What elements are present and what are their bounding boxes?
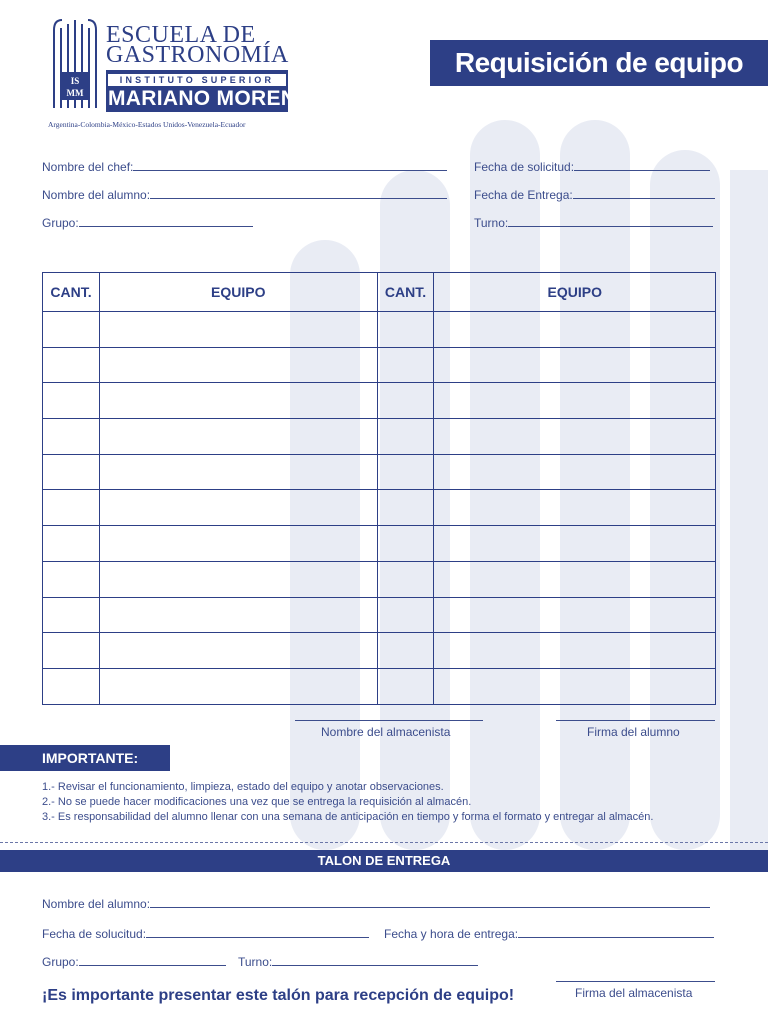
grupo-label: Grupo:: [42, 216, 79, 230]
important-notes: [42, 780, 653, 825]
fecha-entrega-field[interactable]: [474, 186, 715, 202]
alumno-label: Nombre del alumno:: [42, 188, 151, 202]
cant-cell[interactable]: [43, 597, 100, 633]
table-row: [43, 454, 716, 490]
cut-line: [0, 842, 768, 843]
cant-cell[interactable]: [377, 490, 434, 526]
svg-text:MM: MM: [66, 88, 84, 98]
header-cant-right: CANT.: [377, 273, 434, 312]
equipo-cell[interactable]: [434, 347, 716, 383]
grupo-line[interactable]: [79, 214, 253, 227]
cant-cell[interactable]: [377, 383, 434, 419]
note-item: 2.- No se puede hacer modificaciones una vez que se entrega la requisición al almacén.: [42, 796, 472, 808]
table-row: [43, 383, 716, 419]
equipo-cell[interactable]: [434, 383, 716, 419]
talon-message: ¡Es importante presentar este talón para recepción de equipo!: [42, 987, 515, 1004]
talon-grupo-line[interactable]: [79, 953, 226, 966]
fecha-solicitud-field[interactable]: [474, 158, 710, 174]
turno-field[interactable]: [474, 214, 713, 230]
talon-fecha-solicitud-line[interactable]: [146, 925, 369, 938]
talon-fecha-hora-line[interactable]: [518, 925, 714, 938]
chef-line[interactable]: [133, 158, 447, 171]
equipo-cell[interactable]: [434, 597, 716, 633]
talon-fecha-hora-field[interactable]: [384, 925, 714, 941]
table-row: [43, 597, 716, 633]
countries-list: Argentina-Colombia-México-Estados Unidos-Venezuela-Ecuador: [48, 120, 246, 129]
equipo-cell[interactable]: [99, 561, 377, 597]
talon-alumno-label: Nombre del alumno:: [42, 897, 151, 911]
talon-turno-label: Turno:: [238, 955, 273, 969]
equipo-cell[interactable]: [434, 419, 716, 455]
cant-cell[interactable]: [43, 561, 100, 597]
table-row: [43, 561, 716, 597]
equipo-cell[interactable]: [434, 633, 716, 669]
almacenista-label: Nombre del almacenista: [321, 725, 451, 739]
equipo-cell[interactable]: [99, 490, 377, 526]
equipo-cell[interactable]: [434, 490, 716, 526]
table-body: [43, 312, 716, 705]
equipment-table: [42, 272, 716, 705]
cant-cell[interactable]: [377, 526, 434, 562]
equipo-cell[interactable]: [434, 668, 716, 704]
talon-fecha-solicitud-field[interactable]: [42, 925, 369, 941]
alumno-signature-line[interactable]: [556, 720, 715, 721]
cant-cell[interactable]: [43, 633, 100, 669]
talon-fecha-solicitud-label: Fecha de solucitud:: [42, 927, 147, 941]
cant-cell[interactable]: [377, 347, 434, 383]
important-heading: IMPORTANTE:: [0, 745, 170, 771]
chef-field[interactable]: [42, 158, 447, 174]
note-item: 1.- Revisar el funcionamiento, limpieza, estado del equipo y anotar observaciones.: [42, 781, 444, 793]
equipo-cell[interactable]: [434, 312, 716, 348]
cant-cell[interactable]: [377, 561, 434, 597]
fecha-entrega-label: Fecha de Entrega:: [474, 188, 573, 202]
cant-cell[interactable]: [377, 633, 434, 669]
logo-school-name: MARIANO MORENO: [108, 87, 313, 110]
equipo-cell[interactable]: [99, 347, 377, 383]
fecha-solicitud-label: Fecha de solicitud:: [474, 160, 575, 174]
cant-cell[interactable]: [43, 454, 100, 490]
cant-cell[interactable]: [43, 668, 100, 704]
page-title: Requisición de equipo: [430, 40, 768, 86]
logo-emblem: [50, 16, 100, 112]
header-equipo-left: EQUIPO: [99, 273, 377, 312]
school-logo: [50, 16, 313, 116]
grupo-field[interactable]: [42, 214, 253, 230]
table-row: [43, 419, 716, 455]
cant-cell[interactable]: [43, 490, 100, 526]
fecha-entrega-line[interactable]: [573, 186, 715, 199]
logo-line-2: GASTRONOMÍA: [106, 42, 289, 68]
cant-cell[interactable]: [377, 312, 434, 348]
equipo-cell[interactable]: [99, 526, 377, 562]
almacenista-signature-line[interactable]: [295, 720, 483, 721]
note-item: 3.- Es responsabilidad del alumno llenar con una semana de anticipación en tiempo y forma el formato y entregar al almacén.: [42, 811, 654, 823]
alumno-line[interactable]: [150, 186, 447, 199]
equipo-cell[interactable]: [99, 633, 377, 669]
cant-cell[interactable]: [377, 454, 434, 490]
table-header-row: [43, 273, 716, 312]
equipo-cell[interactable]: [99, 597, 377, 633]
cant-cell[interactable]: [43, 419, 100, 455]
table-row: [43, 312, 716, 348]
equipo-cell[interactable]: [99, 312, 377, 348]
talon-firma-label: Firma del almacenista: [575, 986, 693, 1000]
turno-label: Turno:: [474, 216, 509, 230]
cant-cell[interactable]: [43, 347, 100, 383]
svg-text:IS: IS: [70, 76, 80, 86]
alumno-field[interactable]: [42, 186, 447, 202]
equipo-cell[interactable]: [99, 419, 377, 455]
talon-fecha-hora-label: Fecha y hora de entrega:: [384, 927, 519, 941]
equipo-cell[interactable]: [99, 383, 377, 419]
cant-cell[interactable]: [43, 312, 100, 348]
table-row: [43, 526, 716, 562]
talon-firma-line[interactable]: [556, 981, 715, 982]
fecha-solicitud-line[interactable]: [574, 158, 710, 171]
firma-alumno-label: Firma del alumno: [587, 725, 680, 739]
talon-turno-field[interactable]: [238, 953, 478, 969]
cant-cell[interactable]: [43, 383, 100, 419]
talon-title: TALON DE ENTREGA: [0, 850, 768, 872]
logo-line-1: ESCUELA DE: [106, 22, 256, 48]
header-equipo-right: EQUIPO: [434, 273, 716, 312]
chef-label: Nombre del chef:: [42, 160, 134, 174]
equipo-cell[interactable]: [434, 526, 716, 562]
table-row: [43, 668, 716, 704]
talon-grupo-label: Grupo:: [42, 955, 79, 969]
talon-alumno-line[interactable]: [150, 895, 710, 908]
equipo-cell[interactable]: [434, 454, 716, 490]
table-row: [43, 347, 716, 383]
header-cant-left: CANT.: [43, 273, 100, 312]
talon-alumno-field[interactable]: [42, 895, 710, 911]
cant-cell[interactable]: [377, 419, 434, 455]
equipo-cell[interactable]: [99, 668, 377, 704]
turno-line[interactable]: [508, 214, 713, 227]
cant-cell[interactable]: [377, 668, 434, 704]
cant-cell[interactable]: [377, 597, 434, 633]
table-row: [43, 633, 716, 669]
cant-cell[interactable]: [43, 526, 100, 562]
equipo-cell[interactable]: [99, 454, 377, 490]
table-row: [43, 490, 716, 526]
talon-grupo-field[interactable]: [42, 953, 226, 969]
equipo-cell[interactable]: [434, 561, 716, 597]
logo-name-box: [106, 70, 313, 112]
talon-turno-line[interactable]: [272, 953, 478, 966]
logo-institute: INSTITUTO SUPERIOR: [108, 74, 286, 86]
